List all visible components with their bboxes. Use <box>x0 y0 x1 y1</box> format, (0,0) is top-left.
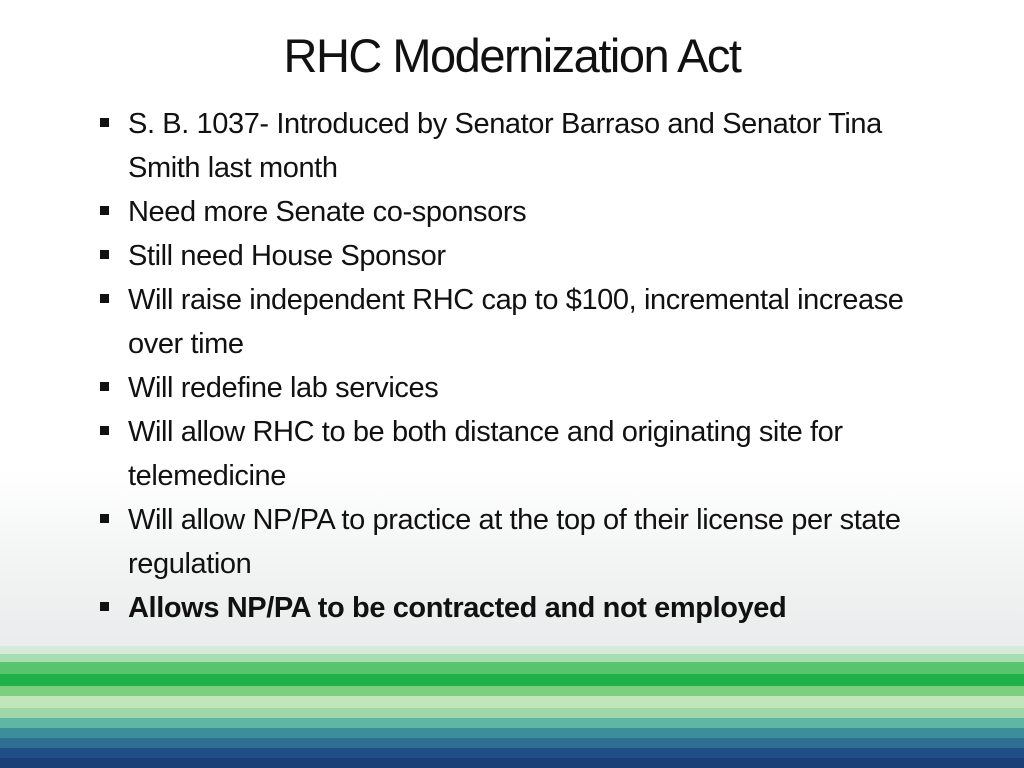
bullet-item <box>97 102 957 190</box>
bullet-text: Still need House Sponsor <box>128 240 446 272</box>
bullet-item <box>97 190 957 234</box>
square-bullet-icon <box>100 206 109 215</box>
square-bullet-icon <box>100 514 109 523</box>
bullet-item <box>97 498 957 586</box>
bullet-item <box>97 234 957 278</box>
stripe <box>0 718 1024 728</box>
bullet-list <box>97 102 957 630</box>
bullet-text: Will allow NP/PA to practice at the top of their license per state regulation <box>128 504 901 580</box>
stripe <box>0 674 1024 686</box>
square-bullet-icon <box>100 602 109 611</box>
stripe <box>0 738 1024 748</box>
bullet-text: Will redefine lab services <box>128 372 439 404</box>
bullet-item <box>97 410 957 498</box>
bullet-text: Will raise independent RHC cap to $100, incremental increase over time <box>128 284 904 360</box>
square-bullet-icon <box>100 382 109 391</box>
stripe <box>0 758 1024 768</box>
stripe <box>0 686 1024 696</box>
stripe <box>0 654 1024 662</box>
stripe <box>0 728 1024 738</box>
stripe <box>0 646 1024 654</box>
bullet-item <box>97 366 957 410</box>
decorative-stripe-band <box>0 646 1024 768</box>
bullet-text: Will allow RHC to be both distance and originating site for telemedicine <box>128 416 843 492</box>
bullet-text: Need more Senate co-sponsors <box>128 196 527 228</box>
stripe <box>0 662 1024 674</box>
stripe <box>0 748 1024 758</box>
square-bullet-icon <box>100 118 109 127</box>
square-bullet-icon <box>100 250 109 259</box>
bullet-text: S. B. 1037- Introduced by Senator Barraso and Senator Tina Smith last month <box>128 108 882 184</box>
stripe <box>0 708 1024 718</box>
square-bullet-icon <box>100 294 109 303</box>
slide-title: RHC Modernization Act <box>283 29 741 82</box>
square-bullet-icon <box>100 426 109 435</box>
bullet-text: Allows NP/PA to be contracted and not employed <box>128 592 787 624</box>
bullet-item <box>97 278 957 366</box>
stripe <box>0 696 1024 708</box>
bullet-item-emphasized <box>97 586 957 630</box>
